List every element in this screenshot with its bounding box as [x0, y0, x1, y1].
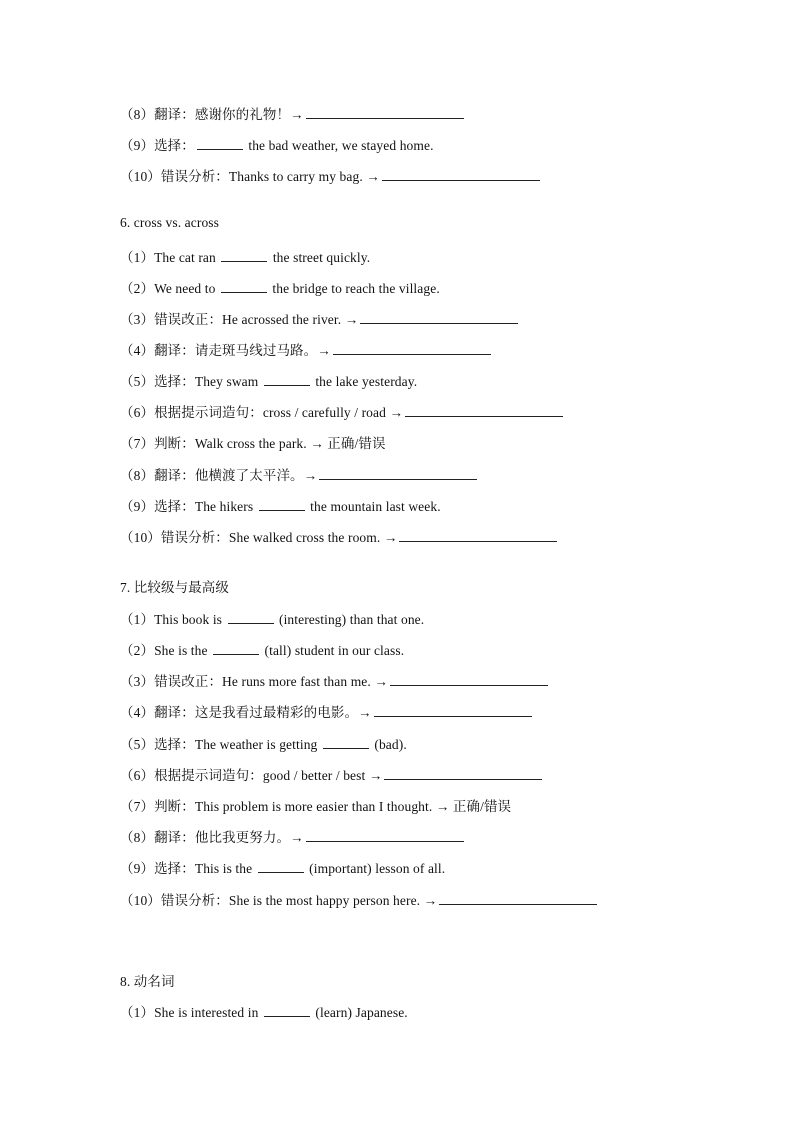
question-7-4	[120, 701, 534, 721]
question-7-10	[120, 889, 599, 909]
question-number: （4）	[120, 705, 155, 720]
answer-blank[interactable]	[399, 529, 557, 542]
question-7-5	[120, 733, 407, 753]
question-number: （8）	[120, 830, 155, 845]
answer-blank[interactable]	[213, 642, 259, 655]
answer-blank[interactable]	[228, 611, 274, 624]
answer-blank[interactable]	[333, 342, 491, 355]
question-text: 翻译：请走斑马线过马路。→	[154, 343, 331, 358]
answer-blank[interactable]	[221, 280, 267, 293]
question-6-6	[120, 401, 565, 421]
question-text: 根据提示词造句：good / better / best →	[154, 768, 383, 783]
question-text: 翻译：他横渡了太平洋。→	[154, 468, 318, 483]
answer-blank[interactable]	[319, 467, 477, 480]
question-6-4	[120, 339, 493, 359]
question-5-10	[120, 165, 542, 185]
question-7-3	[120, 670, 550, 690]
question-text: We need to	[154, 281, 219, 296]
question-text: 错误分析：She walked cross the room. →	[160, 530, 398, 545]
question-number: （5）	[120, 737, 155, 752]
question-text: 错误改正：He acrossed the river. →	[154, 312, 359, 327]
question-text-after: (tall) student in our class.	[261, 643, 405, 658]
question-number: （6）	[120, 405, 155, 420]
question-text-after: (bad).	[370, 737, 407, 752]
question-number: （1）	[120, 1005, 155, 1020]
answer-blank[interactable]	[382, 168, 540, 181]
question-8-1	[120, 1001, 408, 1021]
question-text-after: the bad weather, we stayed home.	[244, 138, 434, 153]
question-number: （8）	[120, 107, 155, 122]
question-text-after: the mountain last week.	[306, 499, 441, 514]
question-number: （3）	[120, 312, 155, 327]
question-6-8	[120, 464, 479, 484]
question-text: 选择：The hikers	[154, 499, 257, 514]
question-text: 选择：	[154, 138, 195, 153]
answer-blank[interactable]	[258, 860, 304, 873]
answer-blank[interactable]	[384, 767, 542, 780]
question-text: 判断：This problem is more easier than I thought. → 正确/错误	[154, 799, 512, 814]
question-number: （3）	[120, 674, 155, 689]
answer-blank[interactable]	[306, 106, 464, 119]
answer-blank[interactable]	[374, 704, 532, 717]
answer-blank[interactable]	[259, 498, 305, 511]
question-text-after: the bridge to reach the village.	[268, 281, 440, 296]
question-6-2	[120, 277, 440, 297]
question-text: 错误分析：She is the most happy person here. →	[160, 893, 438, 908]
question-text: She is the	[154, 643, 212, 658]
question-7-7	[120, 795, 511, 815]
question-text: 翻译：他比我更努力。→	[154, 830, 304, 845]
answer-blank[interactable]	[264, 1004, 310, 1017]
answer-blank[interactable]	[197, 137, 243, 150]
question-text: 翻译：这是我看过最精彩的电影。→	[154, 705, 372, 720]
question-number: （9）	[120, 499, 155, 514]
question-number: （6）	[120, 768, 155, 783]
answer-blank[interactable]	[439, 892, 597, 905]
answer-blank[interactable]	[323, 736, 369, 749]
question-6-3	[120, 308, 520, 328]
question-number: （9）	[120, 861, 155, 876]
question-text-after: the street quickly.	[269, 250, 371, 265]
question-number: （10）	[120, 169, 161, 184]
question-text: 选择：This is the	[154, 861, 256, 876]
question-5-9	[120, 134, 434, 154]
question-text: She is interested in	[154, 1005, 262, 1020]
question-number: （1）	[120, 250, 155, 265]
question-text: 选择：The weather is getting	[154, 737, 321, 752]
question-number: （4）	[120, 343, 155, 358]
question-text: 判断：Walk cross the park. → 正确/错误	[154, 436, 386, 451]
question-number: （2）	[120, 643, 155, 658]
answer-blank[interactable]	[390, 673, 548, 686]
question-text-after: (important) lesson of all.	[305, 861, 446, 876]
question-7-2	[120, 639, 404, 659]
question-number: （10）	[120, 530, 161, 545]
answer-blank[interactable]	[221, 249, 267, 262]
question-text: 根据提示词造句：cross / carefully / road →	[154, 405, 404, 420]
question-text: This book is	[154, 612, 226, 627]
question-number: （1）	[120, 612, 155, 627]
question-7-8	[120, 826, 466, 846]
question-number: （10）	[120, 893, 161, 908]
question-number: （7）	[120, 799, 155, 814]
answer-blank[interactable]	[360, 311, 518, 324]
question-text: 选择：They swam	[154, 374, 262, 389]
question-text: 错误改正：He runs more fast than me. →	[154, 674, 388, 689]
question-6-10	[120, 526, 559, 546]
section-7-heading: 7. 比较级与最高级	[120, 580, 229, 595]
question-5-8	[120, 103, 466, 123]
question-number: （9）	[120, 138, 155, 153]
question-number: （7）	[120, 436, 155, 451]
answer-blank[interactable]	[264, 373, 310, 386]
question-text-after: (learn) Japanese.	[311, 1005, 408, 1020]
question-text: 翻译：感谢你的礼物！→	[154, 107, 304, 122]
question-6-7	[120, 432, 386, 452]
answer-blank[interactable]	[405, 404, 563, 417]
question-6-5	[120, 370, 417, 390]
question-text: 错误分析：Thanks to carry my bag. →	[160, 169, 380, 184]
section-6-heading: 6. cross vs. across	[120, 215, 220, 230]
question-7-9	[120, 857, 445, 877]
question-6-9	[120, 495, 441, 515]
question-text-after: (interesting) than that one.	[275, 612, 425, 627]
section-8-heading: 8. 动名词	[120, 974, 175, 989]
question-text: The cat ran	[154, 250, 220, 265]
question-text-after: the lake yesterday.	[311, 374, 418, 389]
question-number: （5）	[120, 374, 155, 389]
question-number: （2）	[120, 281, 155, 296]
question-6-1	[120, 246, 370, 266]
answer-blank[interactable]	[306, 829, 464, 842]
question-7-6	[120, 764, 544, 784]
question-7-1	[120, 608, 424, 628]
question-number: （8）	[120, 468, 155, 483]
